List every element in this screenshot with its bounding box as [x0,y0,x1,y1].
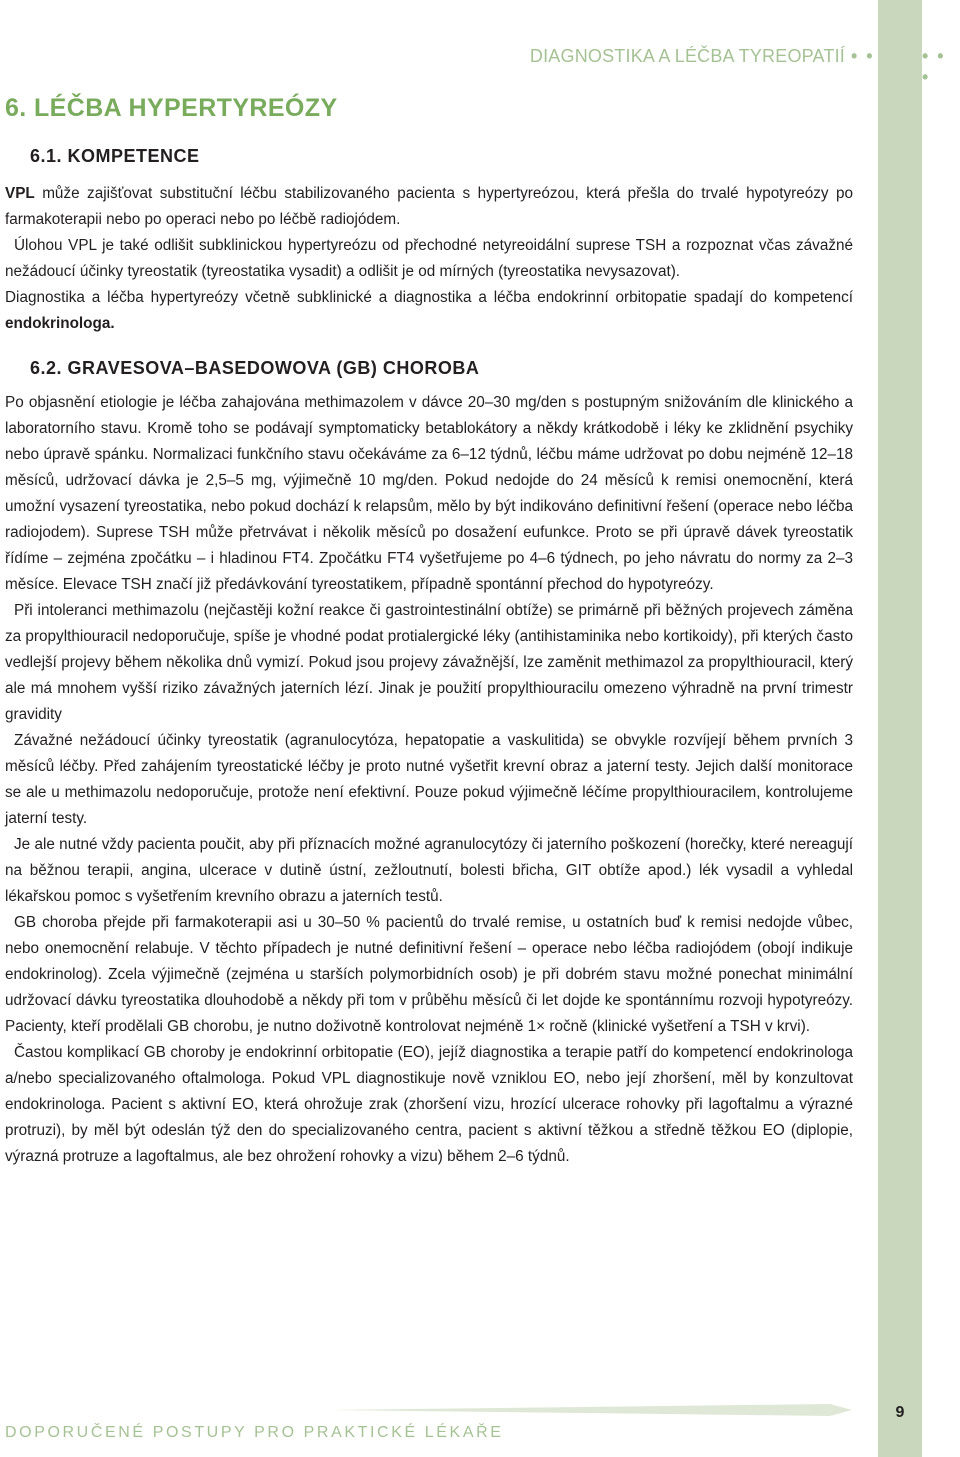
page-number: 9 [895,1404,905,1421]
paragraph [5,285,853,337]
section-title-gb-choroba: 6.2. GRAVESOVA–BASEDOWOVA (GB) CHOROBA [30,358,480,378]
running-header: DIAGNOSTIKA A LÉČBA TYREOPATIÍ [529,46,845,66]
paragraph: Úlohou VPL je také odlišit subklinickou hypertyreózu od přechodné netyreoidální suprese TSH a rozpoznat včas závažné nežádoucí účinky tyreostatik (tyreostatika vysadit) a odlišit je od mírných (tyreostatika nevysazovat). [5,237,853,280]
chapter-title: 6. LÉČBA HYPERTYREÓZY [5,94,338,122]
paragraph [5,181,853,233]
paragraph: Po objasnění etiologie je léčba zahajována methimazolem v dávce 20–30 mg/den s postupným snižováním dle klinického a laboratorního stavu. Kromě toho se podávají symptomaticky betablokátory a někdy krátkodobě i léky ke zklidnění psychiky nebo úpravě spánku. Normalizaci funkčního stavu očekáváme za 6–12 týdnů, léčbu máme udržovat po dobu nejméně 12–18 měsíců, udržovací dávka je 2,5–5 mg, výjimečně 10 mg/den. Pokud nedojde do 24 měsíců k remisi onemocnění, která umožní vysazení tyreostatika, nebo pokud dochází k relapsům, mělo by být indikováno definitivní řešení (operace nebo léčba radiojodem). Suprese TSH může přetrvávat i několik měsíců po dosažení eufunkce. Proto se při úpravě dávek tyreostatik řídíme – zejména zpočátku – i hladinou FT4. Zpočátku FT4 vyšetřujeme po 4–6 týdnech, po jeho návratu do normy za 2–3 měsíce. Elevace TSH značí již předávkování tyreostatikem, případně spontánní přechod do hypotyreózy. [5,394,853,593]
bold-term: VPL [5,185,35,202]
paragraph: GB choroba přejde při farmakoterapii asi u 30–50 % pacientů do trvalé remise, u ostatních buď k remisi nedojde vůbec, nebo onemocnění relabuje. V těchto případech je nutné definitivní řešení – operace nebo léčba radiojódem (obojí indikuje endokrinolog). Zcela výjimečně (zejména u starších polymorbidních osob) je při dobrém stavu možné ponechat minimální udržovací dávku tyreostatika dlouhodobě a někdy při tom v průběhu měsíců či let dojde ke spontánnímu rozvoji hypotyreózy. Pacienty, kteří prodělali GB chorobu, je nutno doživotně kontrolovat nejméně 1× ročně (klinické vyšetření a TSH v krvi). [5,914,853,1035]
paragraph: Závažné nežádoucí účinky tyreostatik (agranulocytóza, hepatopatie a vaskulitida) se obvykle rozvíjejí během prvních 3 měsíců léčby. Před zahájením tyreostatické léčby je proto nutné vyšetřit krevní obraz a jaterní testy. Jejich další monitorace se ale u methimazolu nedoporučuje, protože není efektivní. Pouze pokud výjimečně léčíme propylthiouracilem, kontrolujeme jaterní testy. [5,732,853,827]
side-color-bar [878,0,922,1457]
paragraph-text: může zajišťovat substituční léčbu stabilizovaného pacienta s hypertyreózou, která přešla do trvalé hypotyreózy po farmakoterapii nebo po operaci nebo po léčbě radiojódem. [5,185,853,228]
bold-term: endokrinologa. [5,315,115,332]
paragraph-text: Diagnostika a léčba hypertyreózy včetně subklinické a diagnostika a léčba endokrinní orbitopatie spadají do kompetencí [5,289,853,306]
footer-series-title: DOPORUČENÉ POSTUPY PRO PRAKTICKÉ LÉKAŘE [5,1424,504,1441]
section-kompetence-body [5,181,853,337]
header-dots-decoration: • • [851,46,875,66]
header-dots-decoration-right: • • • [922,46,946,87]
paragraph: Je ale nutné vždy pacienta poučit, aby při příznacích možné agranulocytózy či jaterního poškození (horečky, které nereagují na běžnou terapii, angina, ulcerace v dutině ústní, zežloutnutí, bolesti břicha, GIT obtíže apod.) lék vysadil a vyhledal lékařskou pomoc s vyšetřením krevního obrazu a jaterních testů. [5,836,853,905]
section-gb-body [5,390,853,1170]
footer-arrow-decoration [0,1400,860,1420]
section-title-kompetence: 6.1. KOMPETENCE [30,146,200,166]
paragraph: Častou komplikací GB choroby je endokrinní orbitopatie (EO), jejíž diagnostika a terapie patří do kompetencí endokrinologa a/nebo specializovaného oftalmologa. Pokud VPL diagnostikuje nově vzniklou EO, nebo její zhoršení, měl by konzultovat endokrinologa. Pacient s aktivní EO, která ohrožuje zrak (zhoršení vizu, hrozící ulcerace rohovky při lagoftalmu a výrazné protruzi), by měl být odeslán týž den do specializovaného centra, pacient s aktivní těžkou a středně těžkou EO (diplopie, výrazná protruze a lagoftalmus, ale bez ohrožení rohovky a vizu) během 2–6 týdnů. [5,1044,853,1165]
paragraph: Při intoleranci methimazolu (nejčastěji kožní reakce či gastrointestinální obtíže) se primárně při běžných projevech záměna za propylthiouracil nedoporučuje, spíše je vhodné podat protialergické léky (antihistaminika nebo kortikoidy), při kterých často vedlejší projevy během několika dnů vymizí. Pokud jsou projevy závažnější, lze zaměnit methimazol za propylthiouracil, který ale má mnohem vyšší riziko závažných jaterních lézí. Jinak je použití propylthiouracilu omezeno výhradně na první trimestr gravidity [5,602,853,723]
